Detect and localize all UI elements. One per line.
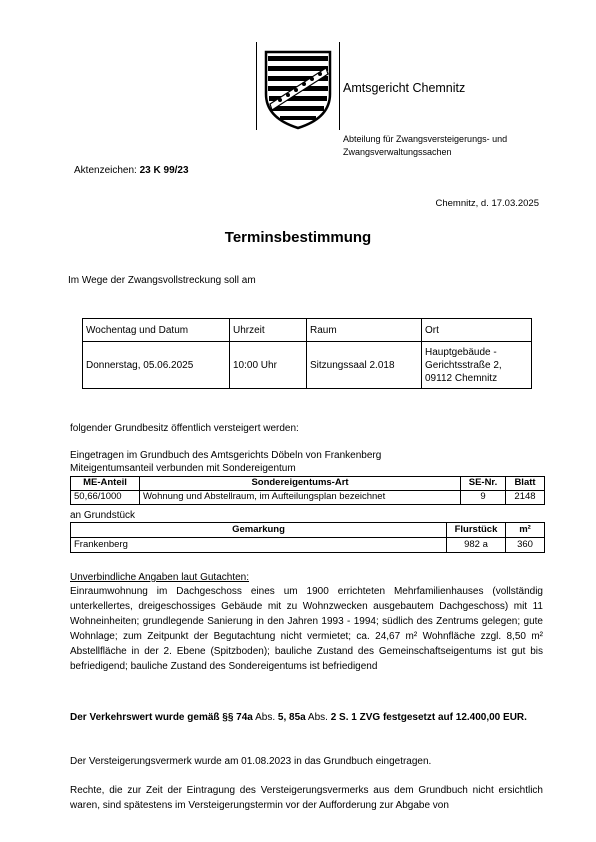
verkehrswert-part: Der Verkehrswert wurde gemäß §§ 74a [70,712,253,723]
gemarkung: Frankenberg [71,538,447,553]
grundbuch-info [70,449,381,475]
gutachten-heading: Unverbindliche Angaben laut Gutachten: [70,572,250,583]
coat-of-arms-icon [262,48,334,130]
miteigentum-text: Miteigentumsanteil verbunden mit Sondereigentum [70,463,296,474]
table-row [71,491,545,505]
department-name: Abteilung für Zwangsversteigerungs- und Zwangsverwaltungssachen [343,134,508,157]
header-cell: Uhrzeit [230,319,307,342]
intro-text: Im Wege der Zwangsvollstreckung soll am [68,275,256,286]
table-header-row [71,477,545,491]
aktenzeichen [74,164,189,177]
table-row [83,342,532,389]
header-cell: Blatt [506,477,545,491]
termin-table [82,318,532,389]
header-divider-left [256,42,257,130]
table-header-row [83,319,532,342]
header-cell: m² [506,523,545,538]
aktenzeichen-label: Aktenzeichen: [74,165,137,176]
header-cell: Raum [307,319,422,342]
table-header-row [71,523,545,538]
aktenzeichen-value: 23 K 99/23 [139,165,189,176]
termin-time: 10:00 Uhr [230,342,307,389]
header-cell: Flurstück [447,523,506,538]
header-cell: Ort [422,319,532,342]
verkehrswert-part: 2 S. 1 ZVG festgesetzt auf 12.400,00 EUR. [330,712,527,723]
verkehrswert-text [70,710,543,725]
document-title: Terminsbestimmung [224,229,372,246]
me-anteil: 50,66/1000 [71,491,140,505]
gutachten-text: Einraumwohnung im Dachgeschoss eines um 1900 errichteten Mehrfamilienhauses (vollständig unterkellertes, dreigeschossiges Gebäude mit zu Wohnzwecken ausgebautem Dachgeschoss) mit 11 Wohneinheiten; grundlegende Sanierung in den Jahren 1993 - 1994; südlich des Zentrums gelegen; gute Wohnlage; zum Zeitpunkt der Begutachtung nicht vermietet; ca. 24,67 m² Wohnfläche zzgl. 8,50 m² Abstellfläche in der 2. Ebene (Spitzboden); bauliche Zustand des Gemeinschaftseigentums ist gut bis befriedigend; bauliche Zustand des Sondereigentums ist befriedigend [70,586,543,672]
verkehrswert-part: Abs. [305,712,331,723]
verkehrswert-part: 5, 85a [277,712,306,723]
header-cell: Gemarkung [71,523,447,538]
termin-date: Donnerstag, 05.06.2025 [83,342,230,389]
blatt: 2148 [506,491,545,505]
date-line: Chemnitz, d. 17.03.2025 [435,198,539,209]
termin-location: Hauptgebäude - Gerichtsstraße 2, 09112 Chemnitz [422,342,532,389]
court-name: Amtsgericht Chemnitz [343,81,466,95]
rechte-text: Rechte, die zur Zeit der Eintragung des Versteigerungsvermerks aus dem Grundbuch nicht ersichtlich waren, sind spätestens im Versteigerungstermin vor der Aufforderung zur Abgabe von [70,785,543,811]
termin-room: Sitzungssaal 2.018 [307,342,422,389]
table-row [71,538,545,553]
grundbesitz-text: folgender Grundbesitz öffentlich versteigert werden: [70,423,299,434]
eingetragen-text: Eingetragen im Grundbuch des Amtsgerichts Döbeln von Frankenberg [70,450,382,461]
se-nr: 9 [461,491,506,505]
header-cell: Wochentag und Datum [83,319,230,342]
versteigerungsvermerk-text: Der Versteigerungsvermerk wurde am 01.08.2023 in das Grundbuch eingetragen. [70,756,432,767]
flaeche: 360 [506,538,545,553]
header-cell: SE-Nr. [461,477,506,491]
header-cell: Sondereigentums-Art [140,477,461,491]
se-art: Wohnung und Abstellraum, im Aufteilungsplan bezeichnet [140,491,461,505]
header-cell: ME-Anteil [71,477,140,491]
gemarkung-table [70,522,545,553]
me-table [70,476,545,505]
an-grundstueck-text: an Grundstück [70,510,136,521]
flurstueck: 982 a [447,538,506,553]
header-divider-right [339,42,340,130]
verkehrswert-part: Abs. [252,712,278,723]
